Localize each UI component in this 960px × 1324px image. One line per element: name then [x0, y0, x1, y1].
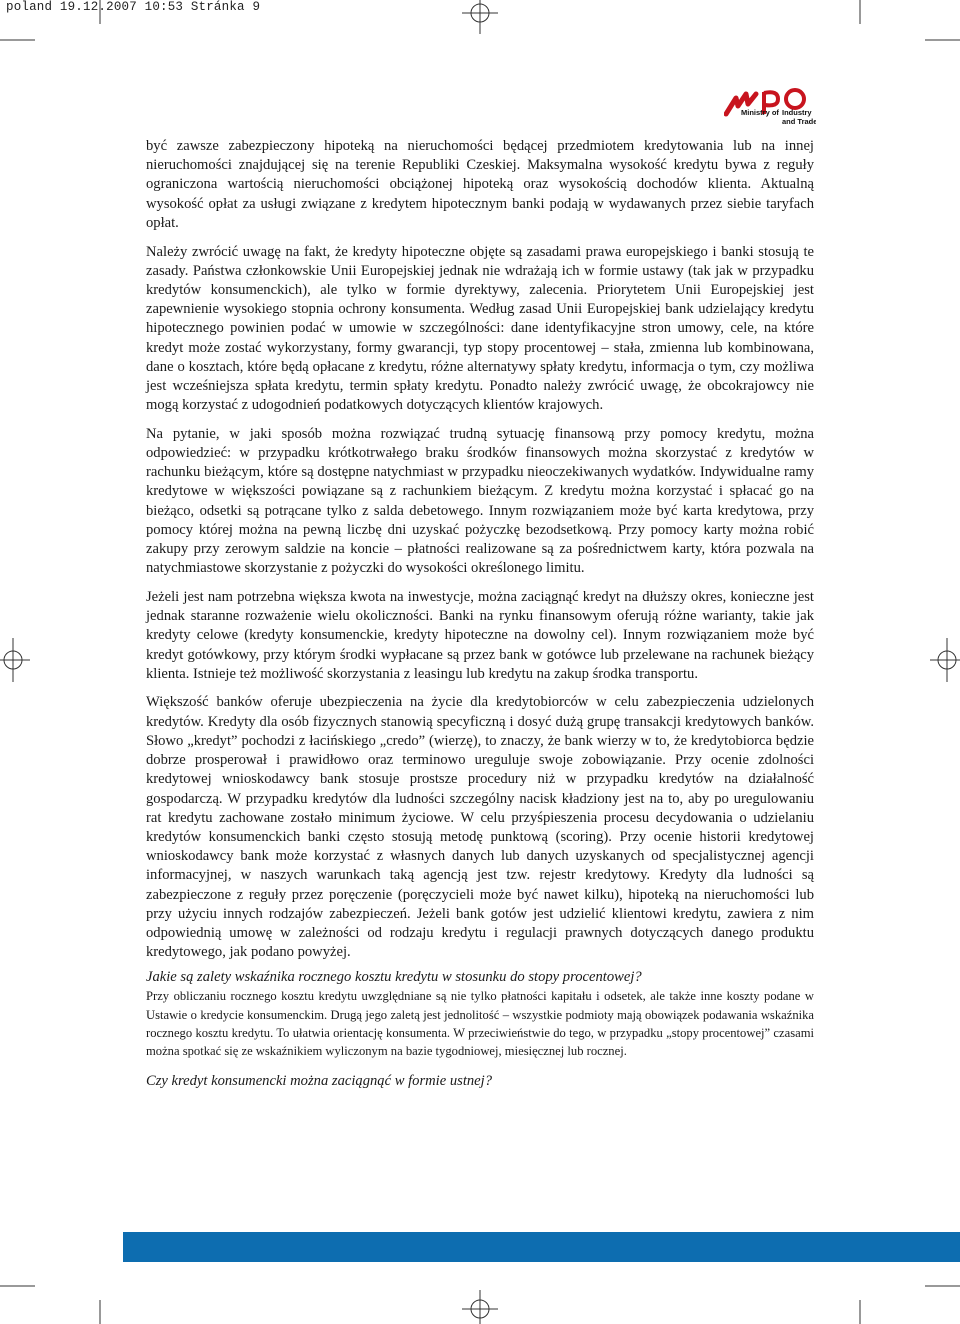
registration-mark-bottom [458, 1290, 502, 1324]
registration-mark-left [0, 638, 30, 682]
registration-mark-right [930, 638, 960, 682]
ministry-logo [724, 84, 816, 128]
paragraph-4: Jeżeli jest nam potrzebna większa kwota na inwestycje, można zaciągnąć kredyt na dłuższy okres, konieczne jest jednak staranne rozważenie wielu okoliczności. Banki na rynku finansowym oferują różne warianty, takie jak kredyty celowe (kredyty konsumenckie, kredyty hipoteczne na dowolny cel). Innym rozwiązaniem może być kredyt gotówkowy, przy którym środki wypłacane są przez bank w gotówce lub przelewane na rachunek bieżący klienta. Istnieje też możliwość skorzystania z leasingu lub kredytu na zakup środka transportu. [146, 588, 814, 682]
registration-mark-top [458, 0, 502, 34]
crop-mark-top-right [840, 0, 960, 60]
question-heading-1: Jakie są zalety wskaźnika rocznego kosztu kredytu w stosunku do stopy procentowej? [146, 969, 642, 986]
print-slug: poland 19.12.2007 10:53 Stránka 9 [6, 0, 261, 14]
mpo-logo-icon [724, 84, 816, 128]
paragraph-1: być zawsze zabezpieczony hipoteką na nieruchomości będącej przedmiotem kredytowania lub na innej nieruchomości znajdującej się na terenie Republiki Czeskiej. Maksymalna wysokość kredytu bywa z reguły ograniczona wartością nieruchomości obciążonej hipoteką oraz wysokością dochodów klienta. Aktualną wysokość opłat za usługi związane z kredytem hipotecznym banki podają w wydawanych przez siebie taryfach opłat. [146, 138, 814, 231]
paragraph-3: Na pytanie, w jaki sposób można rozwiązać trudną sytuację finansową przy pomocy kredytu, można odpowiedzieć: w przypadku krótkotrwałego braku środków finansowych można skorzystać z kredytów w rachunku bieżącym, które są dostępne natychmiast w przypadku nieoczekiwanych wydatków. Indywidualne ramy kredytowe w większości powiązane są z rachunkiem bieżącym. Z kredytu można korzystać i spłacać go na bieżąco, odsetki są potrącane tylko z salda debetowego. Innym rozwiązaniem może być karta kredytowa, przy pomocy której można na pewną liczbę dni uzyskać pożyczkę bezodsetkową. Przy pomocy karty można robić zakupy przy zerowym saldzie na koncie – płatności realizowane są za pośrednictwem karty, która pozwala na natychmiastowe skorzystanie z pożyczki do wysokości określonego limitu. [146, 425, 814, 577]
footer-bar [123, 1232, 960, 1262]
question-heading-2: Czy kredyt konsumencki można zaciągnąć w formie ustnej? [146, 1072, 492, 1089]
logo-line2: Industry [782, 108, 812, 117]
answer-1: Przy obliczaniu rocznego kosztu kredytu uwzględniane są nie tylko płatności kapitału i odsetek, ale także inne koszty podane w Ustawie o kredycie konsumenckim. Drugą jego zaletą jest jednolitość – wszystkie podmioty mają obowiązek podawania wskaźnika rocznego kosztu kredytu. To ułatwia orientację konsumenta. W przeciwieństwie do tego, w przypadku „stopy procentowej” czasami można spotkać się ze wskaźnikiem wyliczonym na bazie tygodniowej, miesięcznej lub rocznej. [146, 989, 814, 1059]
document-body [146, 137, 814, 1091]
paragraph-2: Należy zwrócić uwagę na fakt, że kredyty hipoteczne objęte są zasadami prawa europejskiego i banki stosują te zasady. Państwa członkowskie Unii Europejskiej jednak nie wdrażają ich w formie ustawy (tak jak w przypadku kredytów konsumenckich), ale tylko w formie dyrektywy, zalecenia. Priorytetem Unii Europejskiej jest zapewnienie wysokiego stopnia ochrony konsumenta. Według zasad Unii Europejskiej bank udzielający kredytu hipotecznego powinien podać w umowie w szczególności: dane identyfikacyjne stron umowy, cele, na które kredyt może zostać wykorzystany, formy gwarancji, typ stopy procentowej – stała, zmienna lub kombinowana, dane o kosztach, które będą opłacane z kredytu, różne alternatywy spłaty kredytu, informacja o tym, czy możliwa jest wcześniejsza spłata kredytu, termin spłaty kredytu. Ponadto należy zwrócić uwagę, że obcokrajowcy nie mogą korzystać z udogodnień podatkowych dotyczących klientów krajowych. [146, 243, 814, 414]
paragraph-5: Większość banków oferuje ubezpieczenia na życie dla kredytobiorców w celu zabezpieczenia udzielonych kredytów. Kredyty dla osób fizycznych stanowią specyficzną i dosyć dużą grupę transakcji kredytowych banków. Słowo „kredyt” pochodzi z łacińskiego „credo” (wierzę), to znaczy, że bank wierzy w to, że kredytobiorca będzie dobrze prosperował i prawidłowo oraz terminowo ureguluje swoje zobowiązanie. Przy ocenie zdolności kredytowej wnioskodawcy bank stosuje prostsze procedury niż w przypadku kredytów na działalność gospodarczą. W przypadku kredytów dla ludności szczególny nacisk kładziony jest na to, aby po uregulowaniu rat kredytu zachowane zostało minimum życiowe. W celu przyśpieszenia procesu decydowania o udzielaniu kredytów konsumenckich banki często stosują metodę punktową (scoring). Przy ocenie historii kredytowej wnioskodawcy bank może korzystać z własnych danych lub danych uzyskanych od specjalistycznej agencji informacyjnej, w naszych warunkach taką agencją jest tzw. rejestr kredytowy. Kredyty dla ludności są zabezpieczone z reguły przez poręczenie (poręczycieli może być nawet kilku), hipoteką na nieruchomości lub przy użyciu innych rodzajów zabezpieczeń. Jeżeli bank gotów jest udzielić klientowi kredytu, zawiera z nim odpowiednią umowę w zależności od rodzaju kredytu i regulacji prawnych dotyczących danego produktu kredytowego, jak podano powyżej. [146, 694, 814, 961]
logo-line1: Ministry of [741, 108, 779, 117]
crop-mark-bottom-left [0, 1270, 125, 1324]
crop-mark-top-left [0, 0, 125, 60]
logo-line3: and Trade [782, 117, 816, 126]
crop-mark-bottom-right [840, 1270, 960, 1324]
